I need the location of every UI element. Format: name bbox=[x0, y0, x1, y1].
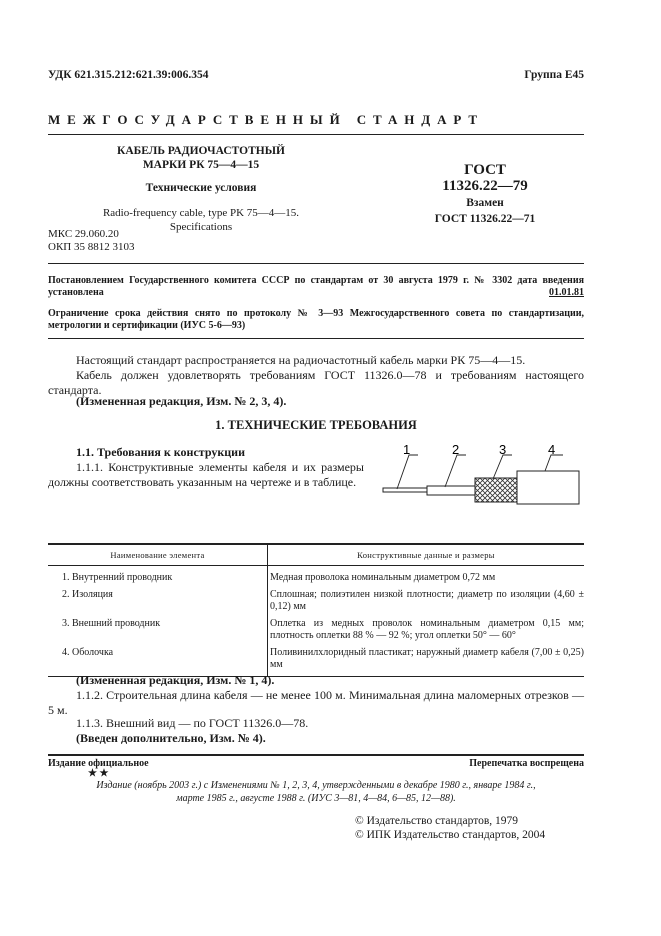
outer-conductor-shape bbox=[475, 478, 517, 502]
edition-note-line-1: Издание (ноябрь 2003 г.) с Изменениями № 1, 2, 3, 4, утвержденными в декабре 1980 г., январе 1984 г., bbox=[96, 780, 536, 791]
leader-line-4 bbox=[545, 455, 563, 471]
paragraph-1-1-1: 1.1.1. Конструктивные элементы кабеля и их размеры должны соответствовать указанным на чертеже и в таблице. bbox=[48, 460, 364, 489]
group-code: Группа Е45 bbox=[524, 69, 584, 81]
leader-line-3 bbox=[493, 455, 512, 479]
edition-note-line-2: марте 1985 г., августе 1988 г. (ИУС 3—81, 4—84, 6—85, 12—88). bbox=[176, 793, 456, 804]
element-name-cell: 4. Оболочка bbox=[48, 647, 268, 677]
drawing-label-1: 1 bbox=[403, 443, 411, 457]
title-divider bbox=[48, 263, 584, 264]
copyright-1979: © Издательство стандартов, 1979 bbox=[355, 815, 519, 827]
subsection-1-1-heading: 1.1. Требования к конструкции bbox=[76, 445, 246, 459]
introduction-date: 01.01.81 bbox=[549, 287, 584, 298]
title-line-1: КАБЕЛЬ РАДИОЧАСТОТНЫЙ bbox=[117, 145, 285, 157]
document-subtitle: Технические условия bbox=[145, 182, 257, 194]
decree-text: Постановлением Государственного комитета СССР по стандартам от 30 августа 1979 г. № 3302 дата введения установлена bbox=[48, 275, 584, 298]
leader-line-1 bbox=[397, 455, 418, 489]
gost-number: 11326.22—79 bbox=[442, 178, 528, 194]
element-data-cell: Оплетка из медных проволок номинальным диаметром 0,15 мм; плотность оплетки 88 % — 92 %; угол оплетки 50° — 60° bbox=[270, 618, 584, 641]
limitation-note: Ограничение срока действия снято по протоколу № 3—93 Межгосударственного совета по стандартизации, метрологии и сертификации (ИУС 5-6—93) bbox=[48, 308, 584, 331]
leader-line-2 bbox=[445, 455, 466, 487]
reprint-notice: Перепечатка воспрещена bbox=[469, 758, 584, 769]
section-1-heading: 1. ТЕХНИЧЕСКИЕ ТРЕБОВАНИЯ bbox=[215, 418, 417, 432]
element-name-cell: 2. Изоляция bbox=[48, 589, 268, 618]
table-row bbox=[48, 618, 584, 647]
table-row bbox=[48, 589, 584, 618]
copyright-2004: © ИПК Издательство стандартов, 2004 bbox=[355, 829, 546, 841]
english-line-2: Specifications bbox=[169, 221, 233, 233]
construction-table bbox=[48, 543, 584, 677]
element-name-cell: 1. Внутренний проводник bbox=[48, 566, 268, 590]
drawing-label-4: 4 bbox=[548, 443, 556, 457]
replaces-value: ГОСТ 11326.22—71 bbox=[434, 213, 536, 225]
table-revision-note: (Измененная редакция, Изм. № 1, 4). bbox=[76, 673, 275, 687]
gost-label: ГОСТ bbox=[464, 162, 506, 178]
column-header-element: Наименование элемента bbox=[48, 544, 268, 566]
stars-mark: ★ ★ bbox=[88, 768, 109, 779]
footer-divider bbox=[48, 754, 584, 756]
header-divider bbox=[48, 134, 584, 135]
intro-paragraph-1: Настоящий стандарт распространяется на радиочастотный кабель марки РК 75—4—15. bbox=[76, 353, 526, 367]
inner-conductor-shape bbox=[383, 488, 427, 492]
element-data-cell: Медная проволока номинальным диаметром 0,72 мм bbox=[270, 572, 496, 583]
insulation-shape bbox=[427, 486, 475, 495]
mks-code: МКС 29.060.20 bbox=[48, 228, 119, 240]
drawing-label-3: 3 bbox=[499, 443, 507, 457]
sheath-shape bbox=[517, 471, 579, 504]
intro-paragraph-2: Кабель должен удовлетворять требованиям ГОСТ 11326.0—78 и требованиям настоящего стандарта. bbox=[48, 368, 584, 397]
added-note: (Введен дополнительно, Изм. № 4). bbox=[76, 731, 266, 745]
replaces-label: Взамен bbox=[466, 197, 504, 209]
standard-type-heading: МЕЖГОСУДАРСТВЕННЫЙ СТАНДАРТ bbox=[48, 112, 484, 127]
official-edition-label: Издание официальное bbox=[48, 758, 149, 769]
intro-divider bbox=[48, 338, 584, 339]
table-header-row bbox=[48, 544, 584, 566]
element-name-cell: 3. Внешний проводник bbox=[48, 618, 268, 647]
title-line-2: МАРКИ РК 75—4—15 bbox=[142, 159, 260, 171]
table-row bbox=[48, 566, 584, 590]
cable-drawing bbox=[375, 443, 585, 508]
english-line-1: Radio-frequency cable, type PK 75—4—15. bbox=[102, 207, 300, 219]
column-header-data: Конструктивные данные и размеры bbox=[268, 544, 585, 566]
okp-code: ОКП 35 8812 3103 bbox=[48, 241, 135, 253]
element-data-cell: Сплошная; полиэтилен низкой плотности; диаметр по изоляции (4,60 ± 0,12) мм bbox=[270, 589, 584, 612]
intro-revision-note: (Измененная редакция, Изм. № 2, 3, 4). bbox=[76, 394, 287, 408]
paragraph-1-1-3: 1.1.3. Внешний вид — по ГОСТ 11326.0—78. bbox=[76, 716, 309, 730]
udk-code: УДК 621.315.212:621.39:006.354 bbox=[48, 69, 209, 81]
document-title bbox=[48, 144, 354, 172]
element-data-cell: Поливинилхлоридный пластикат; наружный диаметр кабеля (7,00 ± 0,25) мм bbox=[268, 647, 585, 677]
paragraph-1-1-2: 1.1.2. Строительная длина кабеля — не менее 100 м. Минимальная длина маломерных отрезков — 5 м. bbox=[48, 688, 584, 717]
drawing-label-2: 2 bbox=[452, 443, 460, 457]
